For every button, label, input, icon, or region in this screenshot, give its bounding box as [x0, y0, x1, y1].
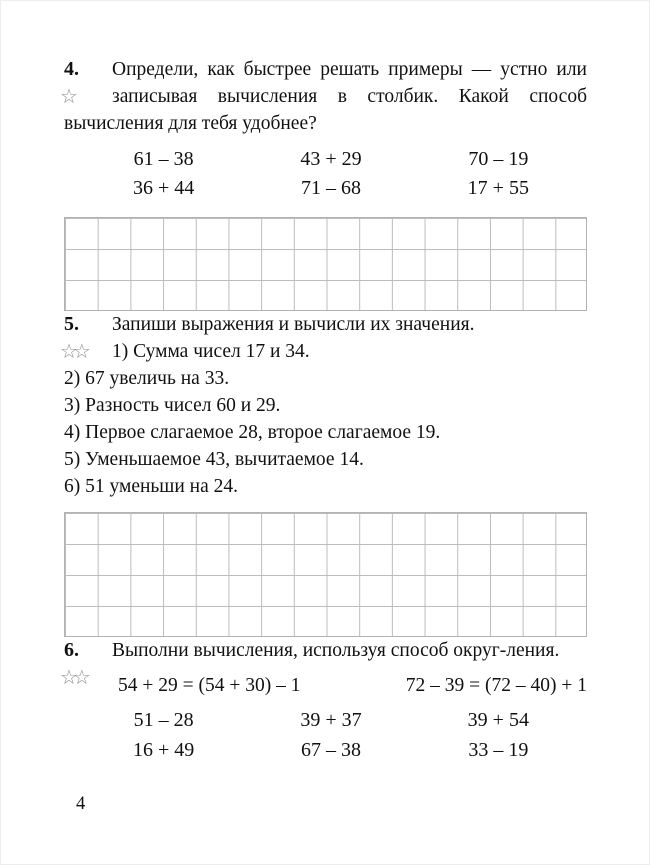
exercise-6-rows: [64, 705, 587, 765]
example-cell: 39 + 54: [467, 709, 529, 731]
task-item: 6) 51 уменьши на 24.: [64, 476, 238, 497]
page-number: 4: [76, 794, 86, 814]
example-cell: 51 – 28: [133, 709, 194, 731]
task-item: 1) Сумма чисел 17 и 34.: [112, 341, 310, 362]
exercise-6-number: 6.: [64, 639, 79, 661]
example-cell: 16 + 49: [133, 739, 195, 761]
exercise-5-number: 5.: [64, 313, 79, 335]
example-cell: 70 – 19: [468, 148, 529, 170]
exercise-4-number: 4.: [64, 58, 79, 80]
difficulty-double-star-icon: ☆☆: [60, 665, 86, 689]
exercise-4-examples: [64, 145, 587, 203]
calc-grid-paper: [64, 217, 587, 311]
exercise-4: [60, 56, 587, 311]
difficulty-double-star-icon: ☆☆: [60, 339, 86, 363]
exercise-6-equations: [112, 672, 587, 699]
exercise-5-marker: [60, 311, 112, 365]
task-item: 3) Разность чисел 60 и 29.: [64, 395, 281, 416]
exercise-6-marker: [60, 637, 112, 691]
exercise-4-text: Определи, как быстрее решать примеры — устно или записывая вычисления в столбик. Какой способ вычисления для тебя удобнее?: [64, 59, 587, 134]
exercise-5-text: Запиши выражения и вычисли их значения.: [112, 314, 475, 335]
example-cell: 43 + 29: [300, 148, 362, 170]
exercise-5: [60, 311, 587, 637]
task-item: 2) 67 увеличь на 33.: [64, 368, 230, 389]
example-cell: 36 + 44: [133, 177, 195, 199]
example-cell: 17 + 55: [467, 177, 529, 199]
example-cell: 33 – 19: [468, 739, 529, 761]
equation: 54 + 29 = (54 + 30) – 1: [118, 675, 301, 696]
task-item: 5) Уменьшаемое 43, вычитаемое 14.: [64, 449, 364, 470]
example-cell: 39 + 37: [300, 709, 362, 731]
equation: 72 – 39 = (72 – 40) + 1: [405, 675, 587, 696]
task-item: 4) Первое слагаемое 28, второе слагаемое 19.: [64, 422, 441, 443]
example-cell: 61 – 38: [133, 148, 194, 170]
example-cell: 67 – 38: [300, 739, 361, 761]
example-cell: 71 – 68: [300, 177, 361, 199]
exercise-6-text: Выполни вычисления, используя способ округ-ления.: [112, 640, 560, 661]
calc-grid-paper: [64, 512, 587, 637]
exercise-6: [60, 637, 587, 765]
exercise-5-items: [64, 338, 587, 500]
difficulty-star-icon: ☆: [60, 84, 73, 108]
exercise-4-marker: [60, 56, 112, 110]
